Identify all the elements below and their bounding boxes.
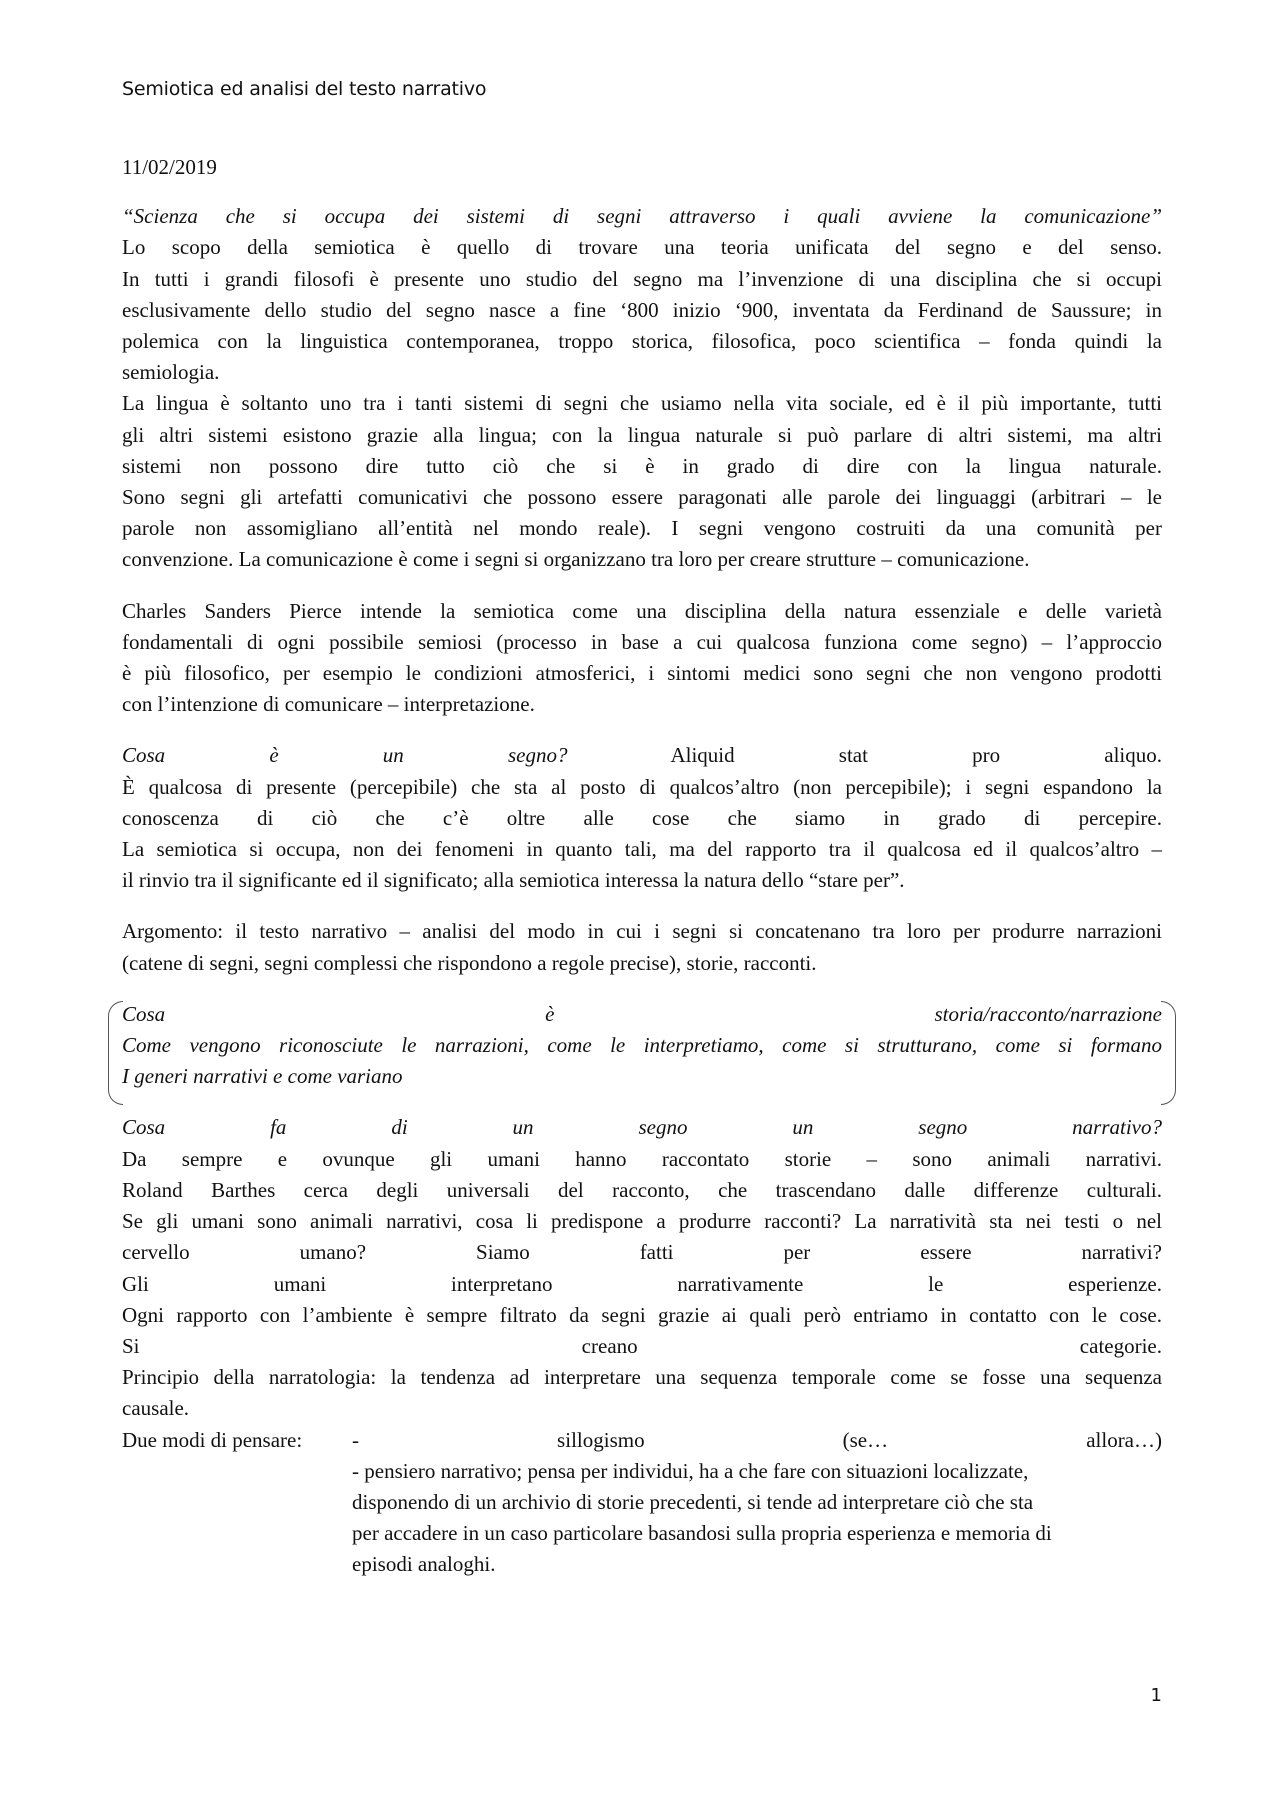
paragraph-narrativo — [122, 1112, 1162, 1424]
text-line: esclusivamente dello studio del segno nasce a fine ‘800 inizio ‘900, inventata da Ferdinand de Saussure; in — [122, 297, 1162, 322]
date: 11/02/2019 — [122, 155, 217, 179]
text-line: Sono segni gli artefatti comunicativi che possono essere paragonati alle parole dei linguaggi (arbitrari – le — [122, 485, 1162, 510]
text-line: (catene di segni, segni complessi che rispondono a regole precise), storie, racconti. — [122, 950, 817, 975]
text-line: Cosa è storia/racconto/narrazione — [122, 1001, 1162, 1026]
text-line: Se gli umani sono animali narrativi, cosa li predispone a produrre racconti? La narratività sta nei testi o nel — [122, 1209, 1162, 1234]
question-line — [122, 740, 1162, 771]
answer-text: Aliquid stat pro aliquo. — [670, 743, 1162, 768]
document-body — [122, 152, 1162, 1581]
text-line: Da sempre e ovunque gli umani hanno raccontato storie – sono animali narrativi. — [122, 1146, 1162, 1171]
text-line: Roland Barthes cerca degli universali del racconto, che trascendano dalle differenze culturali. — [122, 1177, 1162, 1202]
text-line: La semiotica si occupa, non dei fenomeni in quanto tali, ma del rapporto tra il qualcosa ed il qualcos’altro – — [122, 837, 1162, 862]
text-line: causale. — [122, 1396, 190, 1421]
text-line: sistemi non possono dire tutto ciò che si è in grado di dire con la lingua naturale. — [122, 453, 1162, 478]
text-line: gli altri sistemi esistono grazie alla lingua; con la lingua naturale si può parlare di altri sistemi, ma altri — [122, 422, 1162, 447]
page-number: 1 — [1150, 1685, 1162, 1706]
text-line: Gli umani interpretano narrativamente le esperienze. — [122, 1271, 1162, 1296]
text-line: con l’intenzione di comunicare – interpretazione. — [122, 692, 535, 717]
text-line: cervello umano? Siamo fatti per essere narrativi? — [122, 1240, 1162, 1265]
text-line: per accadere in un caso particolare basandosi sulla propria esperienza e memoria di — [352, 1521, 1052, 1546]
two-modes — [122, 1425, 1162, 1581]
text-line: Argomento: il testo narrativo – analisi del modo in cui i segni si concatenano tra loro per produrre narrazioni — [122, 919, 1162, 944]
text-line: Principio della narratologia: la tendenza ad interpretare una sequenza temporale come se fosse una sequenza — [122, 1365, 1162, 1390]
text-line: convenzione. La comunicazione è come i segni si organizzano tra loro per creare strutture – comunicazione. — [122, 547, 1030, 572]
text-line: - sillogismo (se… allora…) — [352, 1427, 1162, 1452]
two-modes-list — [352, 1425, 1162, 1581]
text-line: Cosa fa di un segno un segno narrativo? — [122, 1115, 1162, 1140]
text-line: conoscenza di ciò che c’è oltre alle cose che siamo in grado di percepire. — [122, 805, 1162, 830]
text-line: “Scienza che si occupa dei sistemi di segni attraverso i quali avviene la comunicazione” — [122, 204, 1162, 229]
text-line: semiologia. — [122, 360, 220, 385]
paragraph-segno — [122, 740, 1162, 896]
text-line: episodi analoghi. — [352, 1552, 496, 1577]
paragraph-pierce — [122, 596, 1162, 721]
text-line: La lingua è soltanto uno tra i tanti sistemi di segni che usiamo nella vita sociale, ed è il più importante, tutti — [122, 391, 1162, 416]
text-line: disponendo di un archivio di storie precedenti, si tende ad interpretare ciò che sta — [352, 1489, 1034, 1514]
text-line: I generi narrativi e come variano — [122, 1064, 403, 1089]
text-line: Come vengono riconosciute le narrazioni, come le interpretiamo, come si strutturano, come si formano — [122, 1033, 1162, 1058]
text-line: - pensiero narrativo; pensa per individui, ha a che fare con situazioni localizzate, — [352, 1458, 1029, 1483]
text-line: Lo scopo della semiotica è quello di trovare una teoria unificata del segno e del senso. — [122, 235, 1162, 260]
page-header: Semiotica ed analisi del testo narrativo — [122, 78, 487, 100]
paragraph-definition — [122, 201, 1162, 575]
text-line: fondamentali di ogni possibile semiosi (processo in base a cui qualcosa funziona come segno) – l’approccio — [122, 629, 1162, 654]
text-line: polemica con la linguistica contemporanea, troppo storica, filosofica, poco scientifica – fonda quindi la — [122, 329, 1162, 354]
text-line: È qualcosa di presente (percepibile) che sta al posto di qualcos’altro (non percepibile); i segni espandono la — [122, 774, 1162, 799]
question-text: Cosa è un segno? — [122, 743, 568, 768]
text-line: è più filosofico, per esempio le condizioni atmosferici, i sintomi medici sono segni che non vengono prodotti — [122, 661, 1162, 686]
bracketed-questions — [122, 999, 1162, 1093]
text-line: Si creano categorie. — [122, 1333, 1162, 1358]
text-line: il rinvio tra il significante ed il significato; alla semiotica interessa la natura dello “stare per”. — [122, 868, 905, 893]
two-modes-label: Due modi di pensare: — [122, 1427, 303, 1452]
paragraph-argomento — [122, 916, 1162, 978]
text-line: parole non assomigliano all’entità nel mondo reale). I segni vengono costruiti da una comunità per — [122, 516, 1162, 541]
text-line: In tutti i grandi filosofi è presente uno studio del segno ma l’invenzione di una disciplina che si occupi — [122, 266, 1162, 291]
text-line: Ogni rapporto con l’ambiente è sempre filtrato da segni grazie ai quali però entriamo in contatto con le cose. — [122, 1302, 1162, 1327]
text-line: Charles Sanders Pierce intende la semiotica come una disciplina della natura essenziale e delle varietà — [122, 598, 1162, 623]
